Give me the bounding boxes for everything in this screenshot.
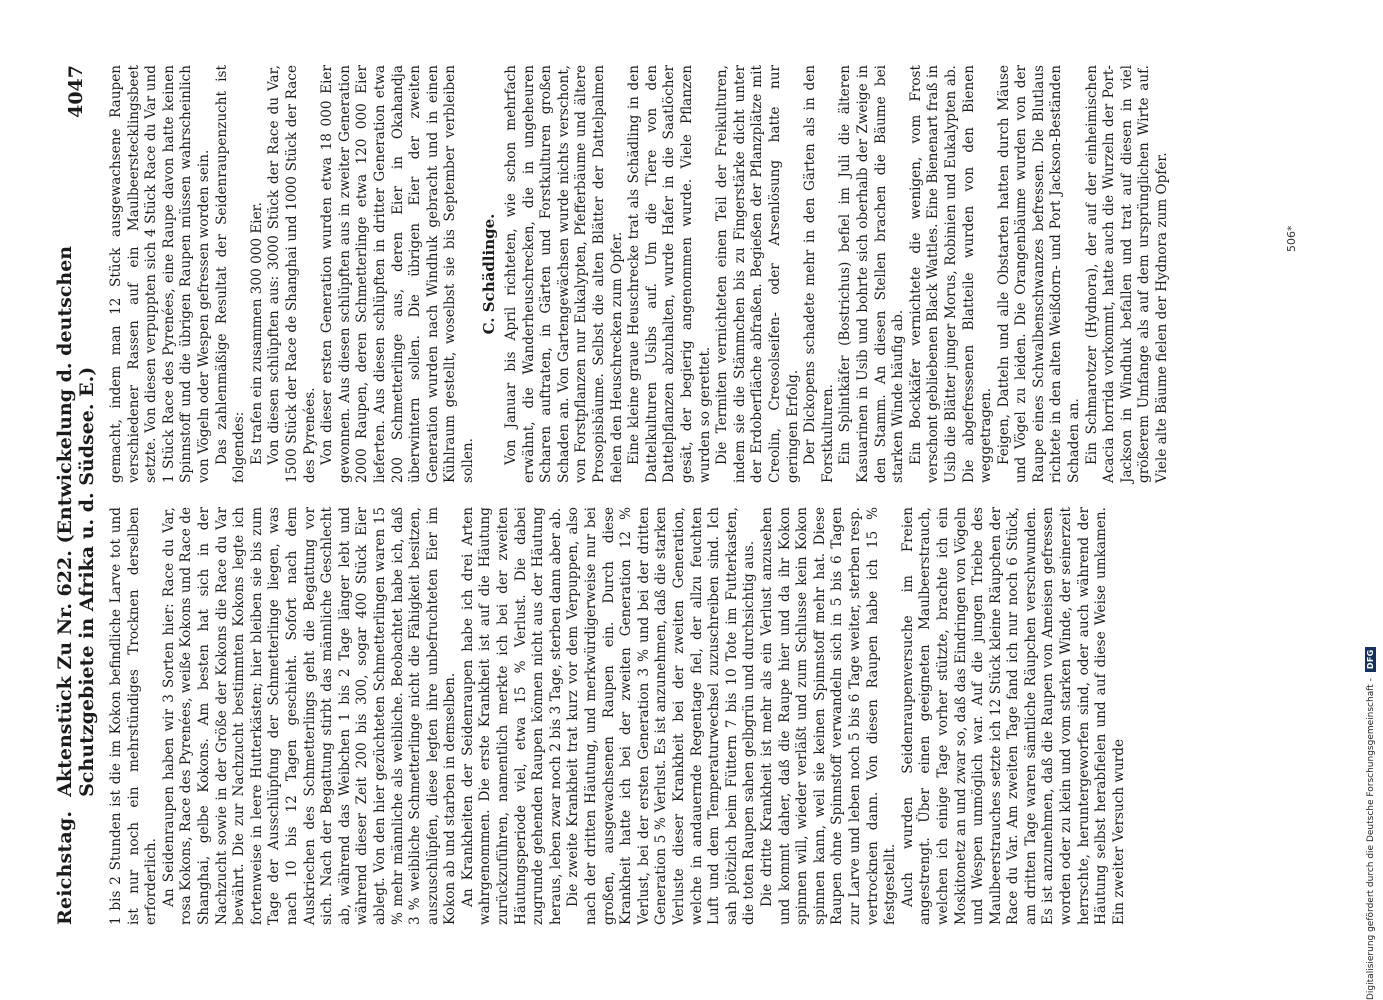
paragraph: Von dieser ersten Generation wurden etwa 18 000 Eier gewonnen. Aus diesen schlüpften aus in zweiter Generation 2000 Raupen, deren Schmetterlinge etwa 120 000 Eier lieferten. Aus diesen schlüpften in dritter Generation etwa 200 Schmetterlinge aus, deren Eier in Okahandja überwintern sollen. Die übrigen Eier der zweiten Generation wurden nach Windhuk gebracht und in einen Kühlraum gestellt, woselbst sie bis September verbleiben sollen. (319, 65, 476, 483)
paragraph: 1 bis 2 Stunden ist die im Kokon befindliche Larve tot und ist nur noch ein mehrstündiges Trocknen derselben erforderlich. (108, 507, 160, 925)
paragraph: Der Dickopens schadete mehr in den Gärten als in den Forstkulturen. (802, 65, 836, 483)
digitization-credit (1365, 0, 1376, 1000)
header-left (54, 118, 98, 925)
credit-text: Digitalisierung gefördert durch die Deutsche Forschungsgemeinschaft - (1365, 678, 1376, 1000)
paragraph: Von Januar bis April richteten, wie schon mehrfach erwähnt, die Wanderheuschrecken, die in ungeheuren Scharen auftraten, in Gärten und Forstkulturen großen Schaden an. Von Gartengewächsen wurde nichts verschont, von Forstpflanzen nur Eukalypten, Pfefferbäume und ältere Prosopisbäume. Selbst die alten Blätter der Dattelpalmen fielen den Heuschrecken zum Opfer. (503, 65, 625, 483)
paragraph: Eine kleine graue Heuschrecke trat als Schädling in den Dattelkulturen Usibs auf. Um die Tiere von den Dattelpflanzen abzuhalten, wurde Hafer in die Saatlöcher gesät, der begierig angenommen wurde. Viele Pflanzen wurden so gerettet. (626, 65, 713, 483)
paragraph: An Seidenraupen haben wir 3 Sorten hier: Race du Var, rosa Kokons, Race des Pyrenées, weiße Kokons und Race de Shanghai, gelbe Kokons. Am besten hat sich in der Nachzucht sowie in der Größe der Kokons die Race du Var bewährt. Die zur Nachzucht bestimmten Kokons legte ich fortenweise in leere Hutterkästen; hier bleiben sie bis zum Tage der Ausschlüpfung der Schmetterlinge liegen, was nach 10 bis 12 Tagen geschieht. Sofort nach dem Auskriechen des Schmetterlings geht die Begattung vor sich. Nach der Begattung stirbt das männliche Geschlecht ab, während das Weibchen 1 bis 2 Tage länger lebt und während dieser Zeit 200 bis 300, sogar 400 Stück Eier ablegt. Von den hier gezüchteten Schmetterlingen waren 15 % mehr männliche als weibliche. Beobachtet habe ich, daß 3 % weibliche Schmetterlinge nicht die Fähigkeit besitzen, auszuschlüpfen, diese legten ihre unbefruchteten Eier im Kokon ab und starben in demselben. (160, 507, 459, 925)
footer-page-number: 506* (1285, 225, 1298, 252)
header-page-number: 4047 (65, 65, 87, 118)
paragraph: Es trafen ein zusammen 300 000 Eier. (248, 202, 265, 465)
paragraph: An Krankheiten der Seidenraupen habe ich drei Arten wahrgenommen. Die erste Krankheit ist auf die Häutung zurückzuführen, namentlich merkte ich bei der zweiten Häutungsperiode viel, etwa 15 % Verlust. Die dabei zugrunde gehenden Raupen können nicht aus der Häutung heraus, leben zwar noch 2 bis 3 Tage, sterben dann aber ab. (459, 507, 564, 925)
paragraph: Auch wurden Seidenraupenversuche im Freien angestrengt. Über einen geeigneten Maulbeerstrauch, welchen ich einige Tage vorher stützte, brachte ich ein Moskitonetz an und zwar so, daß das Eindringen von Vögeln und Wespen unmöglich war. Auf die jungen Triebe des Maulbeerstrauches setzte ich 12 Stück kleine Räupchen der Race du Var. Am zweiten Tage fand ich nur noch 6 Stück, am dritten Tage waren sämtliche Räupchen verschwunden. Es ist anzunehmen, daß die Raupen von Ameisen gefressen worden oder zu klein und vom starken Winde, der seinerzeit herrschte, heruntergeworfen sind, oder auch während der Häutung selbst herabfielen und auf diese Weise umkamen. Ein zweiter Versuch wurde (899, 507, 1127, 925)
paragraph: Ein Splintkäfer (Bostrichus) befiel im Juli die älteren Kasuarinen in Usib und bohrte sich oberhalb der Zweige in den Stamm. An diesen Stellen brachen die Bäume bei starken Winde häufig ab. (837, 65, 907, 483)
paragraph: Von diesen schlüpften aus: 3000 Stück der Race du Var, 1500 Stück der Race de Shanghai und 1000 Stück der Race des Pyrenées. (266, 65, 318, 483)
paragraph: Feigen, Datteln und alle Obstarten hatten durch Mäuse und Vögel zu leiden. Die Orangenbäume wurden von der Raupe eines Schwalbenschwanzes befressen. Die Blutlaus richtete in den alten Weißdorn- und Port Jackson-Beständen Schaden an. (995, 65, 1083, 483)
text-column-right (108, 65, 1171, 483)
paragraph: Das zahlenmäßige Resultat der Seidenraupenzucht ist folgendes: (213, 65, 248, 483)
paragraph: Die Termiten vernichteten einen Teil der Freikulturen, indem sie die Stämmchen bis zu Fingerstärke dicht unter der Erdoberfläche abfraßen. Begießen der Pflanzplätze mit Creolin, Creosolseifen- oder Arsenlösung hatte nur geringen Erfolg. (714, 65, 801, 483)
paragraph: Ein Schmarotzer (Hydnora), der auf der einheimischen Acacia horrida vorkommt, hatte auch die Wurzeln der Port-Jackson in Windhuk befallen und trat auf diesen in viel größerem Umfange als auf dem ursprünglichen Wirte auf. Viele alte Bäume fielen der Hydnora zum Opfer. (1083, 65, 1171, 483)
paragraph: Die zweite Krankheit trat kurz vor dem Verpuppen, also nach der dritten Häutung, und merkwürdigerweise nur bei großen, ausgewachsenen Raupen ein. Durch diese Krankheit hatte ich bei der zweiten Generation 12 % Verlust, bei der ersten Generation 3 % und bei der dritten Generation 5 % Verlust. Es ist anzunehmen, daß die starken Verluste dieser Krankheit bei der zweiten Generation, welche in andauernde Regentage fiel, der allzu feuchten Luft und dem Temperaturwechsel zuzuschreiben sind. Ich sah plötzlich beim Füttern 7 bis 10 Tote im Futterkasten, die toten Raupen sahen gelbgrün und durchsichtig aus. (565, 507, 758, 925)
page-header (54, 65, 98, 925)
dfg-logo: DFG (1365, 647, 1376, 673)
section-label: Reichstag. (54, 810, 76, 925)
section-heading: C. Schädlinge. (480, 213, 499, 335)
text-column-left (108, 507, 1127, 925)
paragraph: gemacht, indem man 12 Stück ausgewachsene Raupen verschiedener Rassen auf ein Maulbeerstecklingsbeet setzte. Von diesen verpuppten sich 4 Stück Race du Var und 1 Stück Race des Pyrenées, eine Raupe davon hatte keinen Spinnstoff und die übrigen Raupen müssen wahrscheinlich von Vögeln oder Wespen gefressen worden sein. (108, 65, 212, 483)
paragraph: Ein Bockkäfer vernichtete die wenigen, vom Frost verschont gebliebenen Black Wattles. Eine Bienenart fraß in Usib die Blätter junger Morus, Robinien und Eukalypten ab. Die abgefressenen Blatteile wurden von den Bienen weggetragen. (907, 65, 995, 483)
document-title: Aktenstück Zu Nr. 622. (Entwickelung d. deutschen Schutzgebiete in Afrika u. d. Südsee. E.) (54, 245, 98, 797)
paragraph: Die dritte Krankheit ist mehr als ein Verlust anzusehen und kommt daher, daß die Raupe hier und da ihr Kokon spinnen will, wieder verläßt und zum Schlusse kein Kokon spinnen kann, weil sie keinen Spinnstoff mehr hat. Diese Raupen ohne Spinnstoff verwandeln sich in 5 bis 6 Tagen zur Larve und leben noch 5 bis 6 Tage weiter, sterben resp. vertrocknen dann. Von diesen Raupen habe ich 15 % festgestellt. (758, 507, 899, 925)
